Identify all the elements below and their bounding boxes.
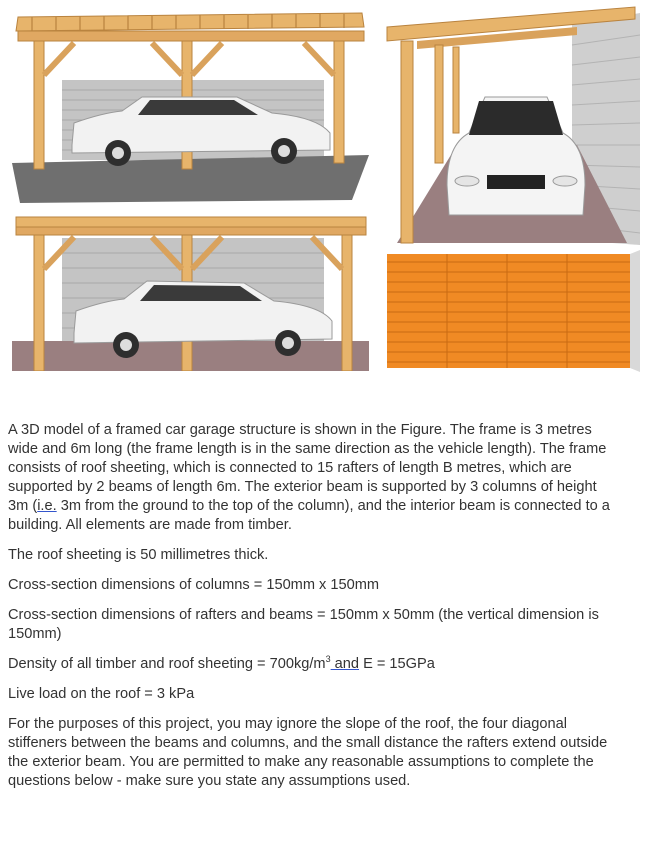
- problem-statement: [8, 421, 614, 802]
- paragraph-column-section: Cross-section dimensions of columns = 150mm x 150mm: [8, 577, 380, 593]
- paragraph-rafter-section: Cross-section dimensions of rafters and beams = 150mm x 50mm (the vertical dimension is 150mm): [8, 607, 599, 642]
- ie-abbrev: i.e.: [37, 498, 57, 514]
- roof-sheeting-plan: [377, 250, 640, 372]
- side-perspective-view: [377, 5, 640, 245]
- paragraph-sheeting: The roof sheeting is 50 millimetres thick.: [8, 547, 269, 563]
- paragraph-assumptions: For the purposes of this project, you may ignore the slope of the roof, the four diagonal stiffeners between the beams and columns, and the small distance the rafters extend outside the exterior beam. You are permitted to make any reasonable assumptions to complete the questions below - make sure you state any assumptions used.: [8, 716, 608, 789]
- paragraph-density: Density of all timber and roof sheeting = $700kg/m^3$ and E = 15GPa: [8, 654, 435, 672]
- paragraph-live-load: Live load on the roof = 3 kPa: [8, 686, 195, 702]
- front-elevation-view-low: [12, 213, 369, 371]
- paragraph-structure-description: A 3D model of a framed car garage structure is shown in the Figure. The frame is 3 metres wide and 6m long (the frame length is in the same direction as the vehicle length). The frame consists of roof sheeting, which is connected to 15 rafters of length B metres, which are supported by 2 beams of length 6m. The exterior beam is supported by 3 columns of height 3m (i.e. 3m from the ground to the top of the column), and the interior beam is connected to a building. All elements are made from timber.: [8, 422, 610, 533]
- front-elevation-view: [12, 5, 369, 208]
